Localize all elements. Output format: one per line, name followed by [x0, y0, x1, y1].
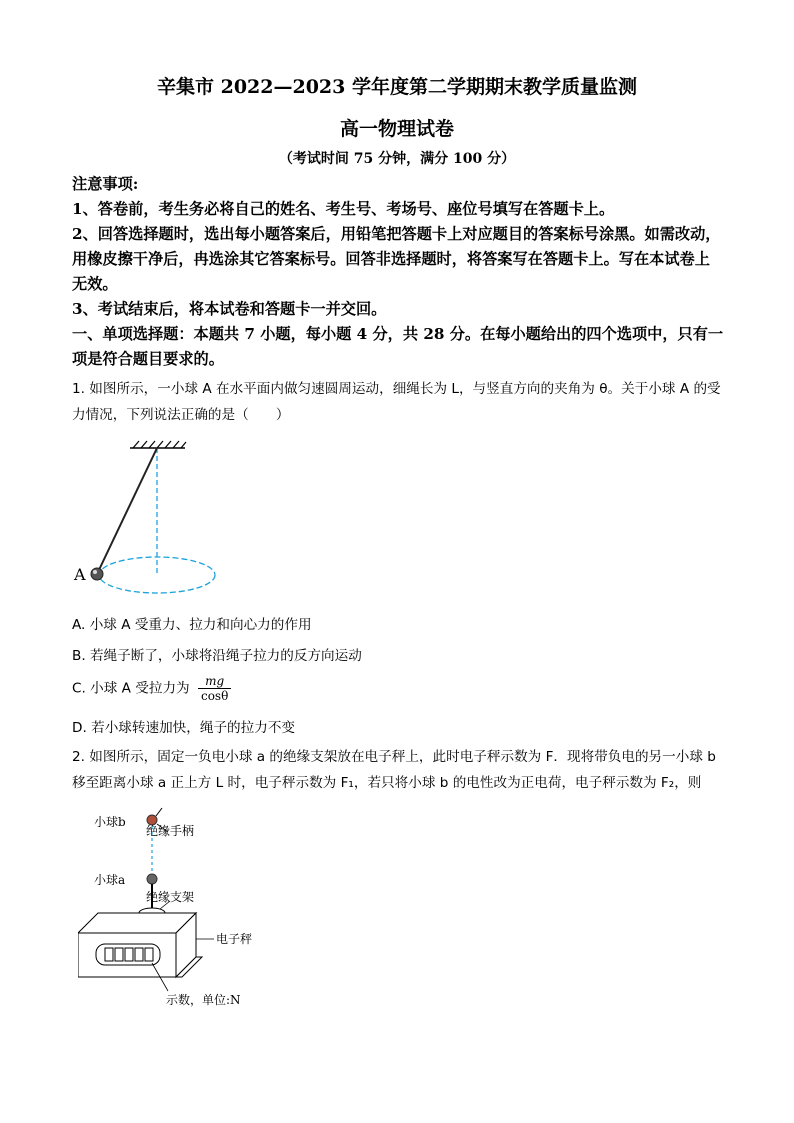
q1-option-b: B. 若绳子断了，小球将沿绳子拉力的反方向运动	[72, 648, 362, 664]
q1-option-c	[72, 674, 231, 703]
notes-section	[72, 172, 724, 372]
stand-label: 绝缘支架	[146, 890, 195, 904]
exam-subtitle: 高一物理试卷	[339, 118, 454, 140]
note-item: 3、考试结束后，将本试卷和答题卡一并交回。	[72, 300, 387, 318]
fraction-denominator: cosθ	[200, 689, 229, 703]
reading-label: 示数，单位:N	[166, 993, 241, 1007]
display-digits	[105, 948, 153, 961]
scale-label: 电子秤	[216, 932, 253, 946]
figure-conical-pendulum	[70, 438, 230, 598]
insulating-handle	[156, 808, 162, 816]
question-1-text: 1. 如图所示，一小球 A 在水平面内做匀速圆周运动，细绳长为 L，与竖直方向的夹角为 θ。关于小球 A 的受力情况，下列说法正确的是（ ）	[72, 381, 721, 423]
question-2-text: 2. 如图所示，固定一负电小球 a 的绝缘支架放在电子秤上，此时电子秤示数为 F．现将带负电的另一小球 b 移至距离小球 a 正上方 L 时，电子秤示数为 F₁，若只将小球 b 的电性改为正电荷，电子秤示数为 F₂，则	[72, 749, 716, 791]
ball-a-sphere	[147, 874, 157, 884]
ball-highlight	[93, 570, 97, 574]
exam-info: （考试时间 75 分钟，满分 100 分）	[278, 151, 516, 167]
fraction-numerator: mg	[198, 674, 231, 689]
notes-heading: 注意事项:	[72, 175, 139, 193]
ball-a-label: 小球a	[94, 873, 126, 887]
section-heading: 一、单项选择题：本题共 7 小题，每小题 4 分，共 28 分。在每小题给出的四个选项中，只有一项是符合题目要求的。	[72, 325, 724, 368]
q1-option-c-prefix: C. 小球 A 受拉力为	[72, 680, 190, 697]
note-item: 2、回答选择题时，选出每小题答案后，用铅笔把答题卡上对应题目的答案标号涂黑。如需改动，用橡皮擦干净后，冉选涂其它答案标号。回答非选择题时，将答案写在答题卡上。写在本试卷上无效。	[72, 225, 721, 293]
ball-a-label: A	[74, 565, 86, 584]
q1-option-d: D. 若小球转速加快，绳子的拉力不变	[72, 720, 296, 736]
note-item: 1、答卷前，考生务必将自己的姓名、考生号、考场号、座位号填写在答题卡上。	[72, 200, 615, 218]
q1-option-c-fraction	[198, 674, 231, 703]
handle-label: 绝缘手柄	[146, 824, 195, 838]
q1-option-a: A. 小球 A 受重力、拉力和向心力的作用	[72, 617, 312, 633]
question-1-stem	[72, 376, 724, 428]
ceiling-hatch	[133, 441, 186, 448]
question-2-stem	[72, 744, 724, 796]
figure-electronic-scale	[78, 805, 278, 1010]
ball-b-label: 小球b	[94, 815, 126, 829]
ball-a	[91, 568, 103, 580]
string-line	[98, 448, 157, 572]
exam-title: 辛集市 2022—2023 学年度第二学期期末教学质量监测	[157, 76, 637, 98]
